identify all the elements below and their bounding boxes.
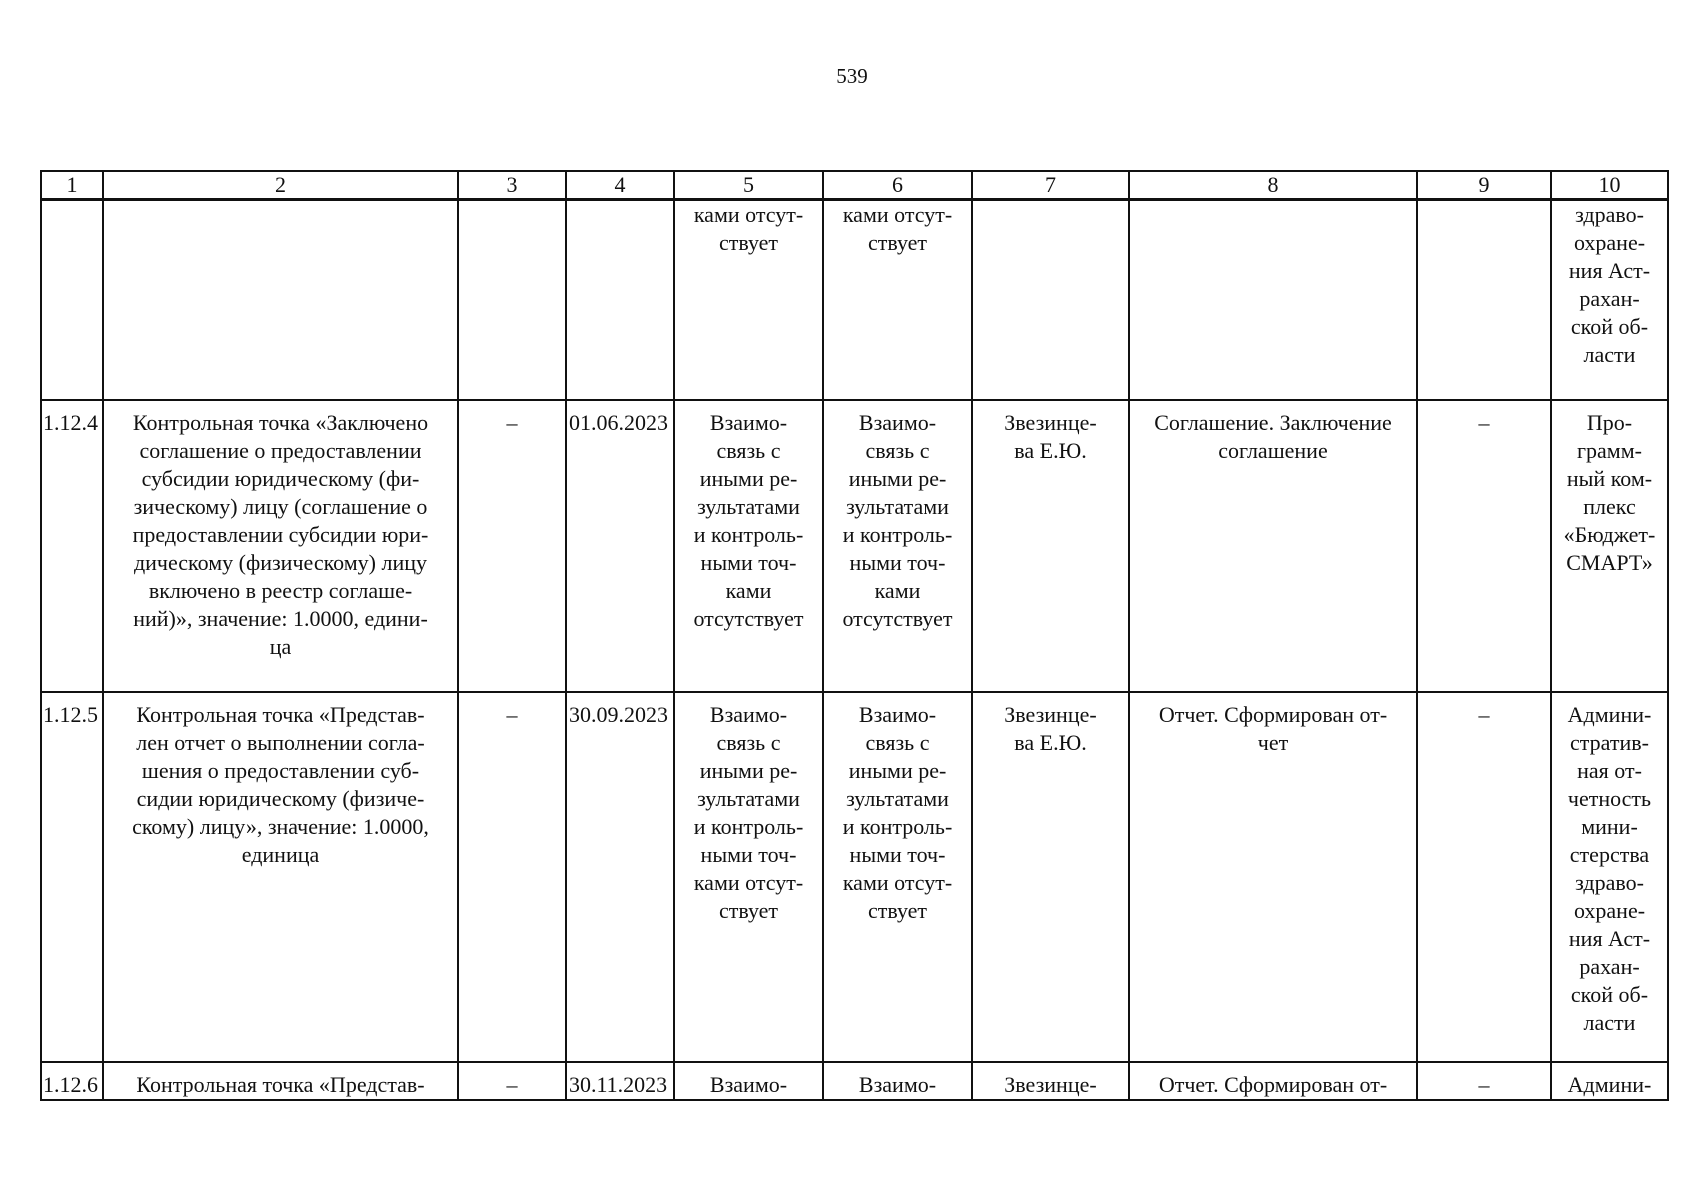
cell-text-line: чет	[1257, 730, 1289, 755]
cell-text-line: плекс	[1583, 494, 1636, 519]
row-number-cell	[41, 200, 103, 401]
cell-text-line: здраво-	[1575, 870, 1644, 895]
cell-text-line: Взаимо-	[858, 410, 937, 435]
cell-text-line: Отчет. Сформирован от-	[1158, 702, 1388, 727]
cell-text-line: лен отчет о выполнении согла-	[136, 730, 425, 755]
cell-text-line: ской об-	[1570, 314, 1649, 339]
col9-cell	[1417, 200, 1551, 401]
cell-text-line: –	[1478, 410, 1490, 435]
col9-cell	[1417, 692, 1551, 1062]
cell-text-line: Про-	[1586, 410, 1633, 435]
cell-text-line: Звезинце-	[1004, 702, 1097, 727]
cell-text-line: Контрольная точка «Представ-	[136, 1072, 425, 1097]
cell-text-line: ная от-	[1577, 758, 1642, 783]
cell-text-line: ния Аст-	[1568, 926, 1651, 951]
table-row	[41, 1062, 1668, 1100]
col5-cell	[674, 200, 823, 401]
result-cell	[1129, 692, 1417, 1062]
cell-text-line: Взаимо-	[709, 410, 788, 435]
cell-text-line: ками отсут-	[842, 202, 953, 227]
date-cell	[566, 400, 674, 692]
result-cell	[1129, 1062, 1417, 1100]
col3-cell	[458, 1062, 566, 1100]
cell-text-line: зультатами	[846, 786, 949, 811]
cell-text-line: иными ре-	[699, 466, 798, 491]
source-cell	[1551, 400, 1668, 692]
table-row	[41, 200, 1668, 401]
cell-text-line: Соглашение. Заключение	[1154, 410, 1392, 435]
column-header: 5	[674, 171, 823, 200]
table-row	[41, 400, 1668, 692]
cell-text-line: стерства	[1569, 842, 1650, 867]
cell-text-line: включено в реестр соглаше-	[148, 578, 413, 603]
cell-text-line: отсутствует	[842, 606, 953, 631]
cell-text-line: связь с	[865, 438, 930, 463]
column-header: 8	[1129, 171, 1417, 200]
table-row	[41, 692, 1668, 1062]
cell-text-line: шения о предоставлении суб-	[141, 758, 420, 783]
cell-text-line: 1.12.5	[43, 702, 98, 727]
cell-text-line: ками отсут-	[842, 870, 953, 895]
col9-cell	[1417, 1062, 1551, 1100]
row-number-cell	[41, 400, 103, 692]
cell-text-line: «Бюджет-	[1563, 522, 1656, 547]
cell-text-line: ласти	[1583, 342, 1636, 367]
cell-text-line: мини-	[1581, 814, 1638, 839]
cell-text-line: Звезинце-	[1004, 1072, 1097, 1097]
cell-text-line: зультатами	[846, 494, 949, 519]
cell-text-line: ствует	[718, 898, 779, 923]
column-header: 1	[41, 171, 103, 200]
description-cell	[103, 200, 458, 401]
date-cell	[566, 200, 674, 401]
cell-text-line: ный ком-	[1566, 466, 1653, 491]
description-cell	[103, 400, 458, 692]
col3-cell	[458, 400, 566, 692]
cell-text-line: грамм-	[1577, 438, 1642, 463]
cell-text-line: ными точ-	[849, 550, 946, 575]
column-header: 6	[823, 171, 972, 200]
cell-text-line: ствует	[718, 230, 779, 255]
column-header: 4	[566, 171, 674, 200]
cell-text-line: зультатами	[697, 494, 800, 519]
cell-text-line: ствует	[867, 898, 928, 923]
cell-text-line: ния Аст-	[1568, 258, 1651, 283]
source-cell	[1551, 692, 1668, 1062]
cell-text-line: субсидии юридическому (фи-	[141, 466, 420, 491]
source-cell	[1551, 200, 1668, 401]
responsible-cell	[972, 692, 1129, 1062]
responsible-cell	[972, 400, 1129, 692]
row-number-cell	[41, 692, 103, 1062]
column-header: 10	[1551, 171, 1668, 200]
cell-text-line: ской об-	[1570, 982, 1649, 1007]
cell-text-line: Контрольная точка «Представ-	[136, 702, 425, 727]
cell-text-line: Админи-	[1567, 702, 1652, 727]
cell-text-line: 30.11.2023	[569, 1072, 668, 1097]
cell-text-line: зическому) лицу (соглашение о	[133, 494, 428, 519]
column-header: 3	[458, 171, 566, 200]
cell-text-line: иными ре-	[848, 466, 947, 491]
cell-text-line: Взаимо-	[709, 702, 788, 727]
cell-text-line: связь с	[716, 730, 781, 755]
col5-cell	[674, 400, 823, 692]
cell-text-line: и контроль-	[693, 814, 804, 839]
cell-text-line: 1.12.6	[43, 1072, 98, 1097]
result-cell	[1129, 400, 1417, 692]
header-row	[41, 171, 1668, 200]
cell-text-line: ными точ-	[700, 842, 797, 867]
column-header: 2	[103, 171, 458, 200]
cell-text-line: Взаимо-	[858, 1072, 937, 1097]
cell-text-line: стратив-	[1570, 730, 1649, 755]
col9-cell	[1417, 400, 1551, 692]
cell-text-line: Контрольная точка «Заключено	[132, 410, 429, 435]
cell-text-line: ний)», значение: 1.0000, едини-	[133, 606, 428, 631]
cell-text-line: ласти	[1583, 1010, 1636, 1035]
cell-text-line: соглашение	[1218, 438, 1328, 463]
cell-text-line: и контроль-	[693, 522, 804, 547]
cell-text-line: 01.06.2023	[569, 410, 668, 435]
cell-text-line: зультатами	[697, 786, 800, 811]
col6-cell	[823, 1062, 972, 1100]
cell-text-line: ными точ-	[849, 842, 946, 867]
cell-text-line: четность	[1567, 786, 1652, 811]
cell-text-line: скому) лицу», значение: 1.0000,	[132, 814, 429, 839]
cell-text-line: рахан-	[1579, 286, 1640, 311]
description-cell	[103, 692, 458, 1062]
cell-text-line: Взаимо-	[709, 1072, 788, 1097]
col6-cell	[823, 400, 972, 692]
col3-cell	[458, 200, 566, 401]
cell-text-line: –	[506, 1072, 518, 1097]
cell-text-line: единица	[241, 842, 320, 867]
cell-text-line: ствует	[867, 230, 928, 255]
cell-text-line: и контроль-	[842, 814, 953, 839]
cell-text-line: ва Е.Ю.	[1014, 730, 1087, 755]
cell-text-line: –	[506, 410, 518, 435]
cell-text-line: ками	[725, 578, 772, 603]
source-cell	[1551, 1062, 1668, 1100]
col6-cell	[823, 692, 972, 1062]
col5-cell	[674, 1062, 823, 1100]
cell-text-line: –	[1478, 702, 1490, 727]
row-number-cell	[41, 1062, 103, 1100]
cell-text-line: Отчет. Сформирован от-	[1158, 1072, 1388, 1097]
cell-text-line: отсутствует	[693, 606, 804, 631]
description-cell	[103, 1062, 458, 1100]
cell-text-line: Админи-	[1567, 1072, 1652, 1097]
cell-text-line: охране-	[1573, 898, 1646, 923]
cell-text-line: иными ре-	[848, 758, 947, 783]
date-cell	[566, 692, 674, 1062]
cell-text-line: рахан-	[1579, 954, 1640, 979]
cell-text-line: Взаимо-	[858, 702, 937, 727]
cell-text-line: ными точ-	[700, 550, 797, 575]
cell-text-line: –	[1478, 1072, 1490, 1097]
cell-text-line: СМАРТ»	[1566, 550, 1653, 575]
cell-text-line: и контроль-	[842, 522, 953, 547]
page-number: 539	[836, 64, 868, 88]
result-cell	[1129, 200, 1417, 401]
cell-text-line: ками отсут-	[693, 870, 804, 895]
col3-cell	[458, 692, 566, 1062]
plan-table	[40, 170, 1669, 1101]
column-header: 7	[972, 171, 1129, 200]
cell-text-line: здраво-	[1575, 202, 1644, 227]
cell-text-line: сидии юридическому (физиче-	[136, 786, 425, 811]
cell-text-line: предоставлении субсидии юри-	[132, 522, 429, 547]
cell-text-line: связь с	[865, 730, 930, 755]
cell-text-line: иными ре-	[699, 758, 798, 783]
cell-text-line: дическому (физическому) лицу	[133, 550, 428, 575]
cell-text-line: ками отсут-	[693, 202, 804, 227]
responsible-cell	[972, 200, 1129, 401]
col6-cell	[823, 200, 972, 401]
cell-text-line: ками	[874, 578, 921, 603]
cell-text-line: соглашение о предоставлении	[139, 438, 422, 463]
cell-text-line: Звезинце-	[1004, 410, 1097, 435]
date-cell	[566, 1062, 674, 1100]
col5-cell	[674, 692, 823, 1062]
cell-text-line: ва Е.Ю.	[1014, 438, 1087, 463]
cell-text-line: ца	[269, 634, 292, 659]
cell-text-line: 30.09.2023	[569, 702, 668, 727]
cell-text-line: связь с	[716, 438, 781, 463]
cell-text-line: –	[506, 702, 518, 727]
column-header: 9	[1417, 171, 1551, 200]
responsible-cell	[972, 1062, 1129, 1100]
cell-text-line: 1.12.4	[43, 410, 98, 435]
cell-text-line: охране-	[1573, 230, 1646, 255]
